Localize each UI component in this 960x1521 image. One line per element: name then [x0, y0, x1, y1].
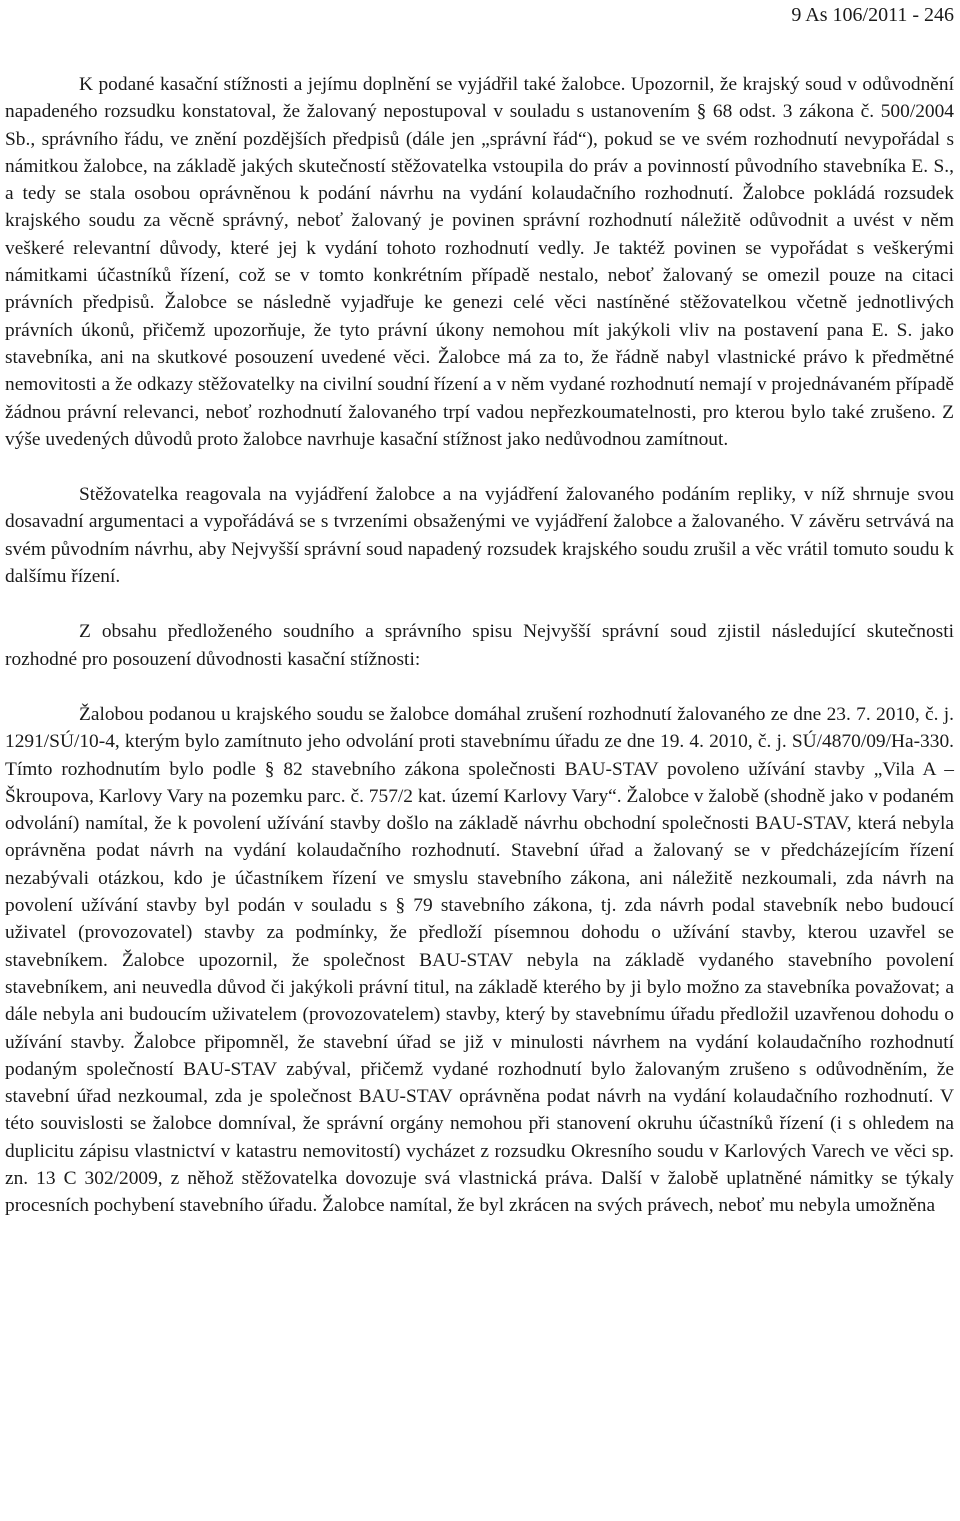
paragraph-lawsuit-summary: Žalobou podanou u krajského soudu se žalobce domáhal zrušení rozhodnutí žalovaného ze dne 23. 7. 2010, č. j. 1291/SÚ/10-4, kterým bylo zamítnuto jeho odvolání proti stavebnímu úřadu ze dne 19. 4. 2010, č. j. SÚ/4870/09/Ha-330. Tímto rozhodnutím bylo podle § 82 stavebního zákona společnosti BAU-STAV povoleno užívání stavby „Vila A – Škroupova, Karlovy Vary na pozemku parc. č. 757/2 kat. území Karlovy Vary“. Žalobce v žalobě (shodně jako v podaném odvolání) namítal, že k povolení užívání stavby došlo na základě návrhu obchodní společnosti BAU-STAV, která nebyla oprávněna podat návrh na vydání kolaudačního rozhodnutí. Stavební úřad a žalovaný se v předcházejícím řízení nezabývali otázkou, kdo je účastníkem řízení ve smyslu stavebního zákona, ani náležitě nezkoumali, zda návrh na povolení užívání stavby byl podán v souladu s § 79 stavebního zákona, tj. zda návrh podal stavebník nebo budoucí uživatel (provozovatel) stavby za podmínky, že předloží písemnou dohodu o užívání stavby, kterou uzavřel se stavebníkem. Žalobce upozornil, že společnost BAU-STAV nebyla na základě vydaného stavebního povolení stavebníkem, ani neuvedla důvod či jakýkoli právní titul, na základě kterého by ji bylo možno za stavebníka považovat; a dále nebyla ani budoucím uživatelem (provozovatelem) stavby, který by stavebnímu úřadu předložil uzavřenou dohodu o užívání stavby. Žalobce připomněl, že stavební úřad se již v minulosti návrhem na vydání kolaudačního rozhodnutí podaným společností BAU-STAV zabýval, přičemž vydané rozhodnutí bylo žalovaným zrušeno s odůvodněním, že stavební úřad nezkoumal, zda je společnost BAU-STAV oprávněna podat návrh na vydání kolaudačního rozhodnutí. V této souvislosti se žalobce domníval, že správní orgány nemohou při stanovení okruhu účastníků řízení (i s ohledem na duplicitu zápisu vlastnictví v katastru nemovitostí) vycházet z rozsudku Okresního soudu v Karlových Varech ve věci sp. zn. 13 C 302/2009, z něhož stěžovatelka dovozuje svá vlastnická práva. Další v žalobě uplatněné námitky se týkaly procesních pochybení stavebního úřadu. Žalobce namítal, že byl zkrácen na svých právech, neboť mu nebyla umožněna: [5, 703, 954, 1217]
paragraph-court-findings-intro: Z obsahu předloženého soudního a správního spisu Nejvyšší správní soud zjistil následující skutečnosti rozhodné pro posouzení důvodnosti kasační stížnosti:: [5, 621, 954, 670]
paragraph-gap: [5, 590, 954, 618]
paragraph-complainant-reply: Stěžovatelka reagovala na vyjádření žalobce a na vyjádření žalovaného podáním repliky, v níž shrnuje svou dosavadní argumentaci a vypořádává se s tvrzeními obsaženými ve vyjádření žalobce a žalovaného. V závěru setrvává na svém původním návrhu, aby Nejvyšší správní soud napadený rozsudek krajského soudu zrušil a věc vrátil tomuto soudu k dalšímu řízení.: [5, 484, 954, 588]
paragraph-gap: [5, 453, 954, 481]
case-number: 9 As 106/2011 - 246: [791, 4, 954, 26]
document-body: [5, 71, 954, 1220]
paragraph-plaintiff-response: K podané kasační stížnosti a jejímu doplnění se vyjádřil také žalobce. Upozornil, že krajský soud v odůvodnění napadeného rozsudku konstatoval, že žalovaný nepostupoval v souladu s ustanovením § 68 odst. 3 zákona č. 500/2004 Sb., správního řádu, ve znění pozdějších předpisů (dále jen „správní řád“), pokud se ve svém rozhodnutí nevypořádal s námitkou žalobce, na základě jakých skutečností stěžovatelka vstoupila do práv a povinností původního stavebníka E. S., a tedy se stala osobou oprávněnou k podání návrhu na vydání kolaudačního rozhodnutí. Žalobce pokládá rozsudek krajského soudu za věcně správný, neboť žalovaný je povinen správní rozhodnutí náležitě odůvodnit a uvést v něm veškeré relevantní důvody, které jej k vydání tohoto rozhodnutí vedly. Je taktéž povinen se vypořádat s veškerými námitkami účastníků řízení, což se v tomto konkrétním případě nestalo, neboť žalovaný se omezil pouze na citaci právních předpisů. Žalobce se následně vyjadřuje ke genezi celé věci nastíněné stěžovatelkou včetně jednotlivých právních úkonů, přičemž upozorňuje, že tyto právní úkony nemohou mít jakýkoli vliv na postavení pana E. S. jako stavebníka, ani na skutkové posouzení uvedené věci. Žalobce má za to, že řádně nabyl vlastnické právo k předmětné nemovitosti a že odkazy stěžovatelky na civilní soudní řízení a v něm vydané rozhodnutí nemají v projednávaném případě žádnou právní relevanci, neboť rozhodnutí žalovaného trpí vadou nepřezkoumatelnosti, pro kterou bylo také zrušeno. Z výše uvedených důvodů proto žalobce navrhuje kasační stížnost jako nedůvodnou zamítnout.: [5, 74, 954, 450]
paragraph-gap: [5, 673, 954, 701]
